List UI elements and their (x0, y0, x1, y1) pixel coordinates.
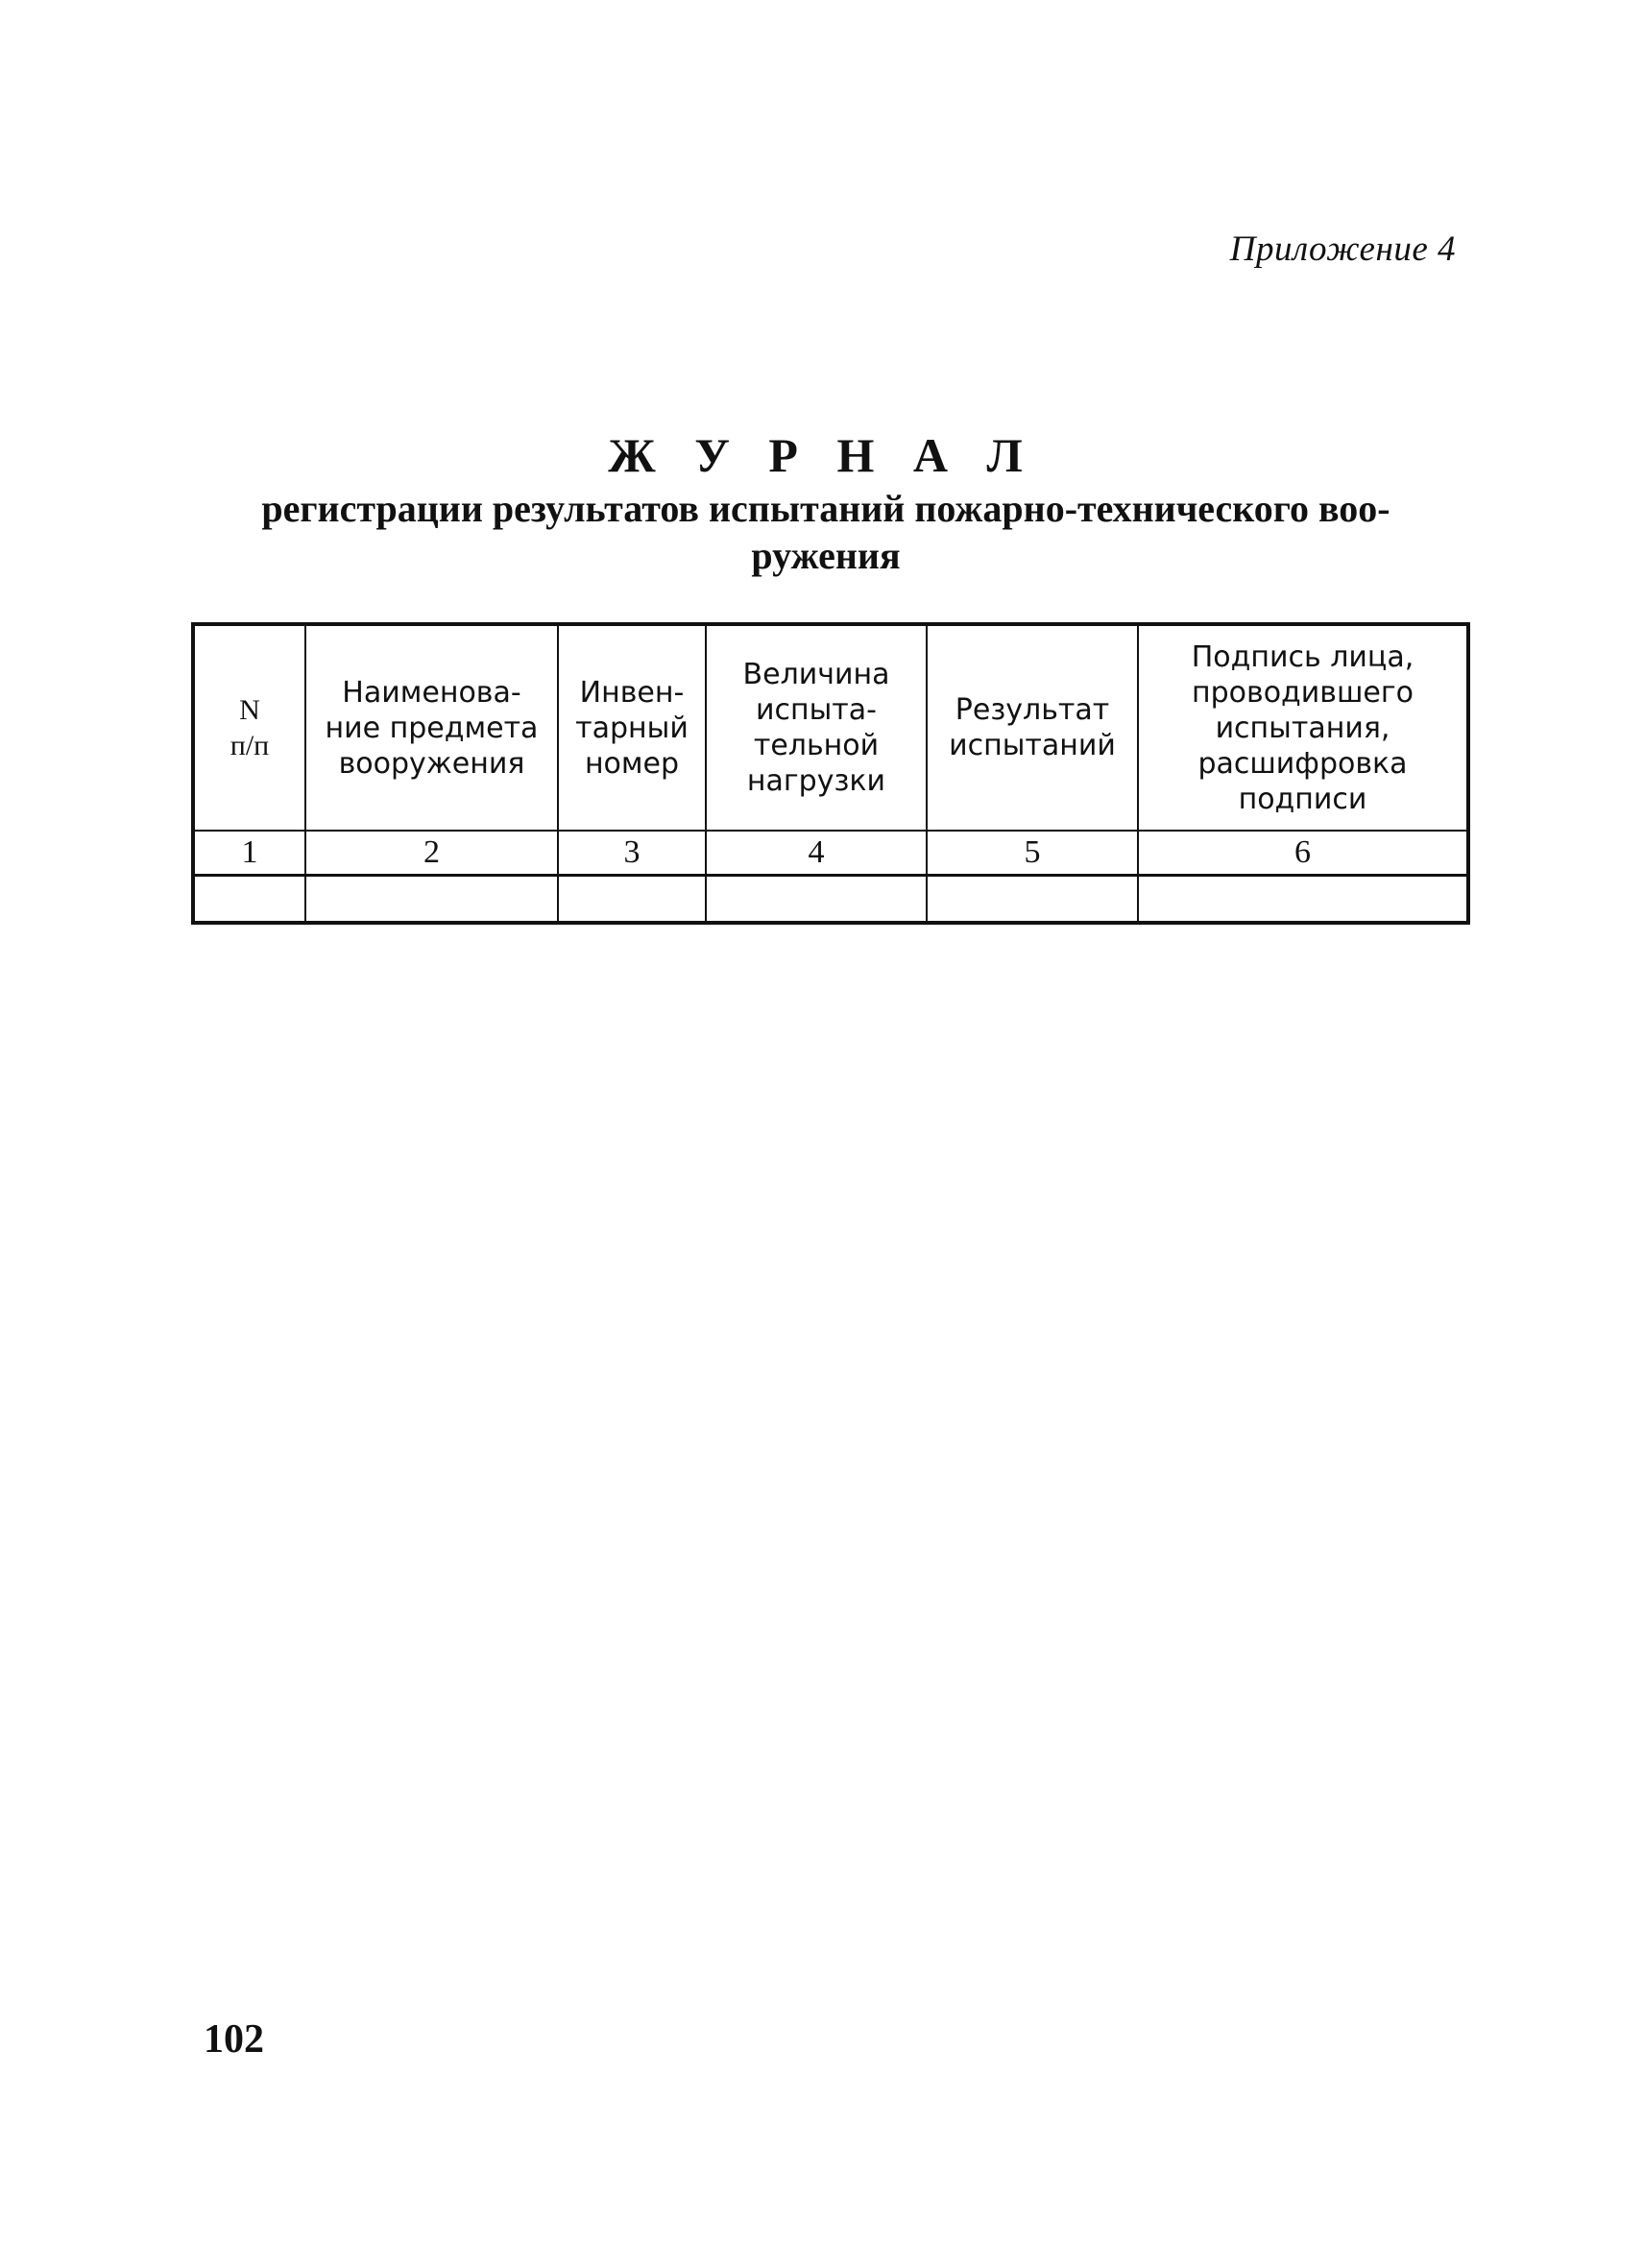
header-line: Наименова- (342, 675, 521, 710)
header-line: п/п (230, 730, 270, 761)
column-number-cell: 3 (558, 831, 706, 876)
header-line: Инвен- (579, 675, 685, 710)
header-cell-item-name (305, 624, 558, 831)
header-line: подписи (1238, 782, 1367, 816)
header-line: нагрузки (746, 764, 886, 798)
table-cell (305, 876, 558, 924)
header-line: испытания, (1215, 711, 1390, 745)
header-line: Результат (955, 693, 1110, 727)
column-number-row (193, 831, 1468, 876)
header-line: Подпись лица, (1191, 639, 1414, 674)
header-line: вооружения (338, 746, 525, 781)
column-number-cell: 5 (927, 831, 1138, 876)
table-cell (1138, 876, 1468, 924)
table-cell (927, 876, 1138, 924)
journal-subtitle (206, 485, 1445, 579)
appendix-label: Приложение 4 (1229, 229, 1456, 269)
header-line: испытаний (949, 729, 1116, 762)
header-line: испыта- (756, 693, 877, 727)
header-line: тарный (575, 711, 689, 745)
table-cell (706, 876, 927, 924)
header-cell-number (193, 624, 305, 831)
journal-title: Ж У Р Н А Л (608, 428, 1036, 482)
header-cell-test-result (927, 624, 1138, 831)
header-line: Величина (742, 658, 890, 691)
subtitle-line-1: регистрации результатов испытаний пожарно-технического воо- (261, 487, 1390, 530)
column-number-cell: 6 (1138, 831, 1468, 876)
header-line: проводившего (1192, 675, 1414, 710)
header-cell-inventory-number (558, 624, 706, 831)
column-number-cell: 1 (193, 831, 305, 876)
column-number-cell: 4 (706, 831, 927, 876)
journal-table (191, 622, 1470, 925)
header-line: тельной (753, 729, 880, 762)
subtitle-line-2: ружения (751, 534, 901, 577)
table-row (193, 876, 1468, 924)
header-line: ние предмета (325, 711, 539, 745)
table-cell (193, 876, 305, 924)
header-cell-signature (1138, 624, 1468, 831)
table-cell (558, 876, 706, 924)
column-number-cell: 2 (305, 831, 558, 876)
page-number: 102 (204, 2017, 264, 2062)
header-cell-test-load (706, 624, 927, 831)
header-line: номер (584, 746, 680, 781)
header-line: N (239, 694, 260, 726)
header-line: расшифровка (1197, 746, 1408, 781)
header-row (193, 624, 1468, 831)
